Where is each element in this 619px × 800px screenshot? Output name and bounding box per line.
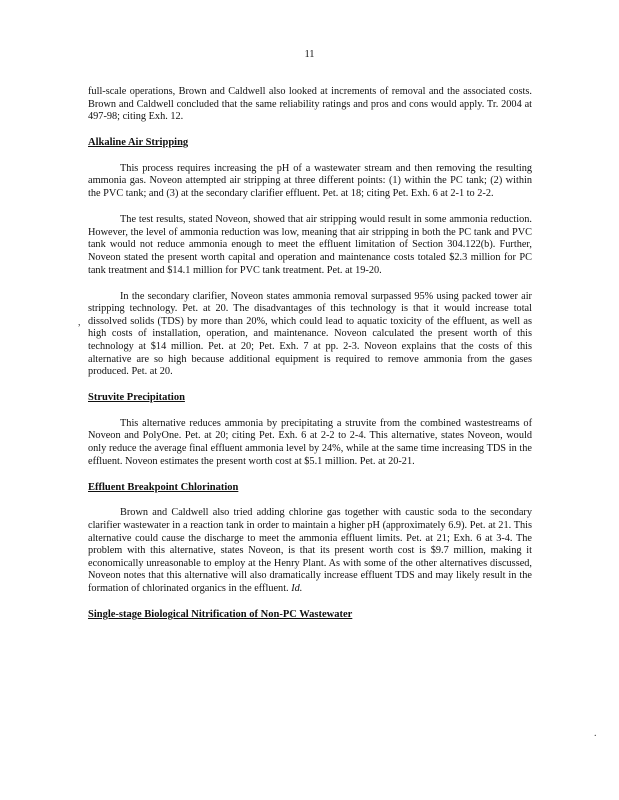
alkaline-paragraph-1: This process requires increasing the pH of a wastewater stream and then removing the resulting ammonia gas. Noveon attempted air stripping at three different points: (1) within the PC tank; (2) within the PVC tank; and (3) at the secondary clarifier effluent. Pet. at 18; citing Pet. Exh. 6 at 2-1 to 2-2. <box>88 162 532 200</box>
breakpoint-paragraph-1 <box>88 507 532 595</box>
struvite-paragraph-1: This alternative reduces ammonia by precipitating a struvite from the combined wastestreams of Noveon and PolyOne. Pet. at 20; citing Pet. Exh. 6 at 2-2 to 2-4. This alternative, states Noveon, would only reduce the average final effluent ammonia level by 24%, while at the same time increasing TDS in the effluent. Noveon estimates the present worth cost at $5.1 million. Pet. at 20-21. <box>88 417 532 467</box>
alkaline-paragraph-2: The test results, stated Noveon, showed that air stripping would result in some ammonia reduction. However, the level of ammonia reduction was low, meaning that air stripping in both the PC tank and PVC tank would not reduce ammonia enough to meet the effluent limitation of Section 304.122(b). Further, Noveon stated the present worth capital and operation and maintenance costs totaled $2.3 million for PC tank treatment and $14.1 million for PVC tank treatment. Pet. at 19-20. <box>88 214 532 276</box>
breakpoint-paragraph-text: Brown and Caldwell also tried adding chlorine gas together with caustic soda to the secondary clarifier wastewater in a reaction tank in order to maintain a higher pH (approximately 6.9). Pet. at 21. This alternative could cause the discharge to meet the ammonia effluent limits. Pet. at 21; Exh. 6 at 3-4. The problem with this alternative, states Noveon, is that its present worth cost is $9.7 million, making it economically unreasonable to employ at the Henry Plant. As with some of the other alternatives discussed, Noveon notes that this alternative will also dramatically increase effluent TDS and may likely result in the formation of chlorinated organics in the effluent. <box>88 507 532 594</box>
page-number: 11 <box>304 49 315 60</box>
breakpoint-citation: Id. <box>291 582 303 594</box>
heading-struvite-precipitation: Struvite Precipitation <box>88 392 185 404</box>
right-margin-mark: . <box>594 728 597 739</box>
heading-effluent-breakpoint-chlorination: Effluent Breakpoint Chlorination <box>88 481 239 493</box>
left-margin-mark: , <box>78 317 81 328</box>
intro-paragraph: full-scale operations, Brown and Caldwell also looked at increments of removal and the associated costs. Brown and Caldwell concluded that the same reliability ratings and pros and cons would apply. Tr. 2004 at 497-98; citing Exh. 12. <box>88 86 532 123</box>
heading-alkaline-air-stripping: Alkaline Air Stripping <box>88 137 189 149</box>
alkaline-paragraph-3: In the secondary clarifier, Noveon states ammonia removal surpassed 95% using packed tower air stripping technology. Pet. at 20. The disadvantages of this technology is that it would increase total dissolved solids (TDS) by more than 20%, which could lead to aquatic toxicity of the effluent, as well as high costs of installation, operation, and maintenance. Noveon calculated the present worth of this technology at $14 million. Pet. at 20; Pet. Exh. 7 at pp. 2-3. Noveon explains that the costs of this alternative are so high because additional equipment is required to remove ammonia from the gases produced. Pet. at 20. <box>88 290 532 378</box>
heading-single-stage-nitrification: Single-stage Biological Nitrification of Non-PC Wastewater <box>88 609 353 620</box>
page-content <box>88 86 532 635</box>
